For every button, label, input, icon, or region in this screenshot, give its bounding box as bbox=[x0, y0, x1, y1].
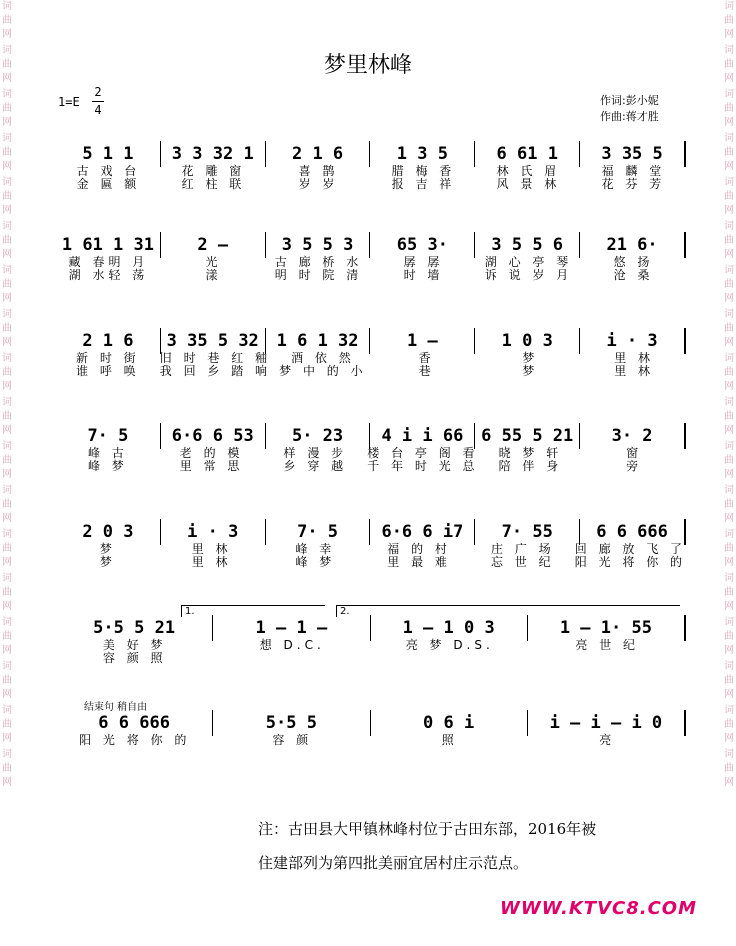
measure: 7· 5 bbox=[266, 519, 371, 545]
watermark-text: 词 曲 网 bbox=[724, 309, 734, 348]
lyric-cell: 旧 时 巷 红 釉 bbox=[159, 351, 272, 365]
lyric-cell: 容 颜 照 bbox=[102, 651, 167, 665]
notes-row bbox=[56, 617, 686, 639]
lyric-cell: 报 吉 祥 bbox=[391, 177, 456, 191]
lyric-cell: 里 林 bbox=[614, 351, 655, 365]
watermark-text: 词 曲 网 bbox=[724, 397, 734, 436]
lyrics-block bbox=[56, 543, 686, 571]
lyric-cell: 藏 春明 月 bbox=[68, 255, 149, 269]
lyric-cell: 梦 bbox=[522, 351, 539, 365]
watermark-text: 词 曲 网 bbox=[724, 45, 734, 84]
lyric-cell: 漾 bbox=[205, 268, 222, 282]
lyrics-verse-2 bbox=[56, 178, 686, 191]
measure: 1 – bbox=[370, 328, 475, 354]
notes-row bbox=[56, 143, 686, 165]
lyrics-block bbox=[56, 734, 686, 762]
lyric-cell: 梦 中 的 小 bbox=[279, 364, 367, 378]
watermark-text: 词 曲 网 bbox=[2, 529, 12, 568]
watermark-text: 词 曲 网 bbox=[724, 221, 734, 260]
lyric-cell: 风 景 林 bbox=[496, 177, 561, 191]
lyric-cell: 窗 bbox=[626, 446, 643, 460]
watermark-text: 词 曲 网 bbox=[2, 309, 12, 348]
watermark-text: 词 曲 网 bbox=[2, 485, 12, 524]
lyric-cell: 沧 桑 bbox=[613, 268, 654, 282]
watermark-text: 词 曲 网 bbox=[724, 177, 734, 216]
key-signature: 1=E bbox=[58, 95, 80, 109]
measure: 5· 23 bbox=[266, 423, 371, 449]
measure: 4 i i 66 bbox=[370, 423, 475, 449]
lyric-cell: 新 时 街 bbox=[76, 351, 140, 365]
lyric-cell: 晓 梦 轩 bbox=[498, 446, 563, 460]
lyric-cell: 想 D.C. bbox=[259, 638, 325, 652]
measure: 3 35 5 32 bbox=[161, 328, 266, 354]
measure: 21 6· bbox=[580, 232, 686, 258]
score-system bbox=[56, 606, 686, 667]
lyric-cell: 楼 台 亭 阁 看 bbox=[367, 446, 479, 460]
measure: 2 0 3 bbox=[56, 519, 161, 545]
measure: 2 1 6 bbox=[266, 141, 371, 167]
score-system bbox=[56, 702, 686, 762]
notes-row bbox=[56, 712, 686, 734]
lyric-cell: 红 柱 联 bbox=[181, 177, 246, 191]
watermark-text: 词 曲 网 bbox=[724, 441, 734, 480]
lyric-cell: 古 戏 台 bbox=[76, 164, 141, 178]
measure: 1 – 1 0 3 bbox=[371, 615, 528, 641]
lyric-cell bbox=[371, 652, 529, 665]
watermark-text: 词 曲 网 bbox=[724, 573, 734, 612]
lyric-cell: 巷 bbox=[418, 364, 435, 378]
watermark-text: 词 曲 网 bbox=[2, 705, 12, 744]
lyrics-verse-1 bbox=[56, 256, 686, 269]
measure: 5 1 1 bbox=[56, 141, 161, 167]
measure: 3 3 32 1 bbox=[161, 141, 266, 167]
lyrics-block bbox=[56, 352, 686, 380]
lyric-cell: 美 好 梦 bbox=[102, 638, 167, 652]
watermark-text: 词 曲 网 bbox=[724, 1, 734, 40]
lyric-cell: 梦 bbox=[522, 364, 539, 378]
measure: 7· 55 bbox=[475, 519, 580, 545]
watermark-text: 词 曲 网 bbox=[2, 221, 12, 260]
lyrics-verse-2 bbox=[56, 556, 686, 569]
lyric-cell: 酒 依 然 bbox=[291, 351, 355, 365]
lyric-cell: 腊 梅 香 bbox=[391, 164, 456, 178]
lyric-cell: 峰 梦 bbox=[295, 555, 336, 569]
lyrics-verse-1 bbox=[56, 165, 686, 178]
watermark-text: 词 曲 网 bbox=[2, 177, 12, 216]
watermark-right bbox=[722, 0, 736, 946]
lyric-cell: 明 时 院 清 bbox=[274, 268, 363, 282]
lyric-cell: 诉 说 岁 月 bbox=[484, 268, 573, 282]
score-system bbox=[56, 425, 686, 475]
measure: i – i – i 0 bbox=[528, 710, 686, 736]
watermark-text: 词 曲 网 bbox=[2, 353, 12, 392]
lyric-cell: 时 墙 bbox=[403, 268, 444, 282]
lyric-cell: 照 bbox=[441, 733, 458, 747]
volta-bracket: 2. bbox=[336, 605, 680, 617]
measure: 2 – bbox=[161, 232, 266, 258]
watermark-text: 词 曲 网 bbox=[724, 749, 734, 788]
lyric-cell: 亮 世 纪 bbox=[575, 638, 640, 652]
watermark-text: 词 曲 网 bbox=[2, 89, 12, 128]
credits bbox=[600, 93, 659, 125]
watermark-text: 词 曲 网 bbox=[724, 529, 734, 568]
lyric-cell: 林 氏 眉 bbox=[496, 164, 561, 178]
lyric-cell bbox=[214, 652, 372, 665]
watermark-text: 词 曲 网 bbox=[2, 661, 12, 700]
lyrics-verse-2 bbox=[56, 652, 686, 665]
watermark-text: 词 曲 网 bbox=[2, 573, 12, 612]
lyric-cell: 金 匾 额 bbox=[76, 177, 141, 191]
lyric-cell: 里 林 bbox=[191, 542, 232, 556]
watermark-text: 词 曲 网 bbox=[724, 485, 734, 524]
lyric-cell: 里 林 bbox=[614, 364, 655, 378]
watermark-text: 词 曲 网 bbox=[2, 441, 12, 480]
lyric-cell: 岁 岁 bbox=[298, 177, 339, 191]
lyrics-block bbox=[56, 165, 686, 193]
watermark-text: 词 曲 网 bbox=[724, 89, 734, 128]
lyric-cell: 旁 bbox=[626, 459, 643, 473]
watermark-text: 词 曲 网 bbox=[2, 617, 12, 656]
watermark-text: 词 曲 网 bbox=[2, 1, 12, 40]
footnote-line-2: 住建部列为第四批美丽宜居村庄示范点。 bbox=[258, 854, 529, 872]
lyric-cell: 喜 鹊 bbox=[298, 164, 339, 178]
lyric-cell: 回 廊 放 飞 了 bbox=[574, 542, 687, 556]
lyric-cell: 庄 广 场 bbox=[491, 542, 555, 556]
notes-row bbox=[56, 330, 686, 352]
measure: 1 0 3 bbox=[475, 328, 580, 354]
lyrics-block bbox=[56, 639, 686, 667]
lyrics-verse-2 bbox=[56, 365, 686, 378]
site-logo: WWW.KTVC8.COM bbox=[500, 898, 697, 919]
watermark-text: 词 曲 网 bbox=[724, 617, 734, 656]
notes-row bbox=[56, 521, 686, 543]
notes-row bbox=[56, 425, 686, 447]
measure: 1 – 1· 55 bbox=[528, 615, 686, 641]
lyric-cell: 老 的 模 bbox=[179, 446, 244, 460]
lyric-cell: 亮 bbox=[599, 733, 616, 747]
measure: 6·6 6 53 bbox=[161, 423, 266, 449]
watermark-text: 词 曲 网 bbox=[724, 661, 734, 700]
measure: i · 3 bbox=[161, 519, 266, 545]
measure: 1 6 1 32 bbox=[266, 328, 371, 354]
watermark-text: 词 曲 网 bbox=[724, 353, 734, 392]
lyrics-verse-2 bbox=[56, 269, 686, 282]
ending-phrase-label: 结束句 稍自由 bbox=[84, 702, 148, 713]
lyrics-block bbox=[56, 256, 686, 284]
measure: 6·6 6 i7 bbox=[370, 519, 475, 545]
measure: 7· 5 bbox=[56, 423, 161, 449]
lyric-cell: 悠 扬 bbox=[613, 255, 654, 269]
watermark-text: 词 曲 网 bbox=[2, 397, 12, 436]
lyric-cell: 里 最 难 bbox=[387, 555, 451, 569]
lyric-cell: 阳 光 将 你 的 bbox=[79, 733, 191, 747]
lyric-cell: 峰 古 bbox=[87, 446, 128, 460]
measure: 5·5 5 bbox=[213, 710, 370, 736]
measure: 2 1 6 bbox=[56, 328, 161, 354]
lyric-cell: 容 颜 bbox=[272, 733, 313, 747]
watermark-text: 词 曲 网 bbox=[724, 133, 734, 172]
composer-credit: 作曲:蒋才胜 bbox=[600, 110, 659, 123]
lyrics-verse-2 bbox=[56, 460, 686, 473]
score-system bbox=[56, 143, 686, 193]
watermark-text: 词 曲 网 bbox=[2, 749, 12, 788]
lyric-cell: 谁 呼 唤 bbox=[76, 364, 140, 378]
lyric-cell: 梦 bbox=[99, 542, 116, 556]
lyric-cell: 福 的 村 bbox=[387, 542, 451, 556]
measure: 6 6 666 bbox=[56, 710, 213, 736]
lyric-cell: 福 麟 堂 bbox=[601, 164, 666, 178]
lyric-cell: 峰 梦 bbox=[87, 459, 128, 473]
measure: 3 5 5 3 bbox=[266, 232, 371, 258]
measure: 1 – 1 – bbox=[213, 615, 370, 641]
lyric-cell: 峰 幸 bbox=[295, 542, 336, 556]
measure: 3 35 5 bbox=[580, 141, 686, 167]
watermark-text: 词 曲 网 bbox=[2, 265, 12, 304]
lyric-cell: 光 bbox=[205, 255, 222, 269]
lyric-cell: 里 林 bbox=[191, 555, 232, 569]
measure: i · 3 bbox=[580, 328, 686, 354]
measure: 1 61 1 31 bbox=[56, 232, 161, 258]
volta-bracket: 1. bbox=[181, 605, 325, 617]
lyric-cell: 里 常 思 bbox=[179, 459, 244, 473]
lyric-cell: 湖 水轻 荡 bbox=[68, 268, 149, 282]
lyric-cell: 样 漫 步 bbox=[283, 446, 348, 460]
lyricist-credit: 作词:彭小妮 bbox=[600, 94, 659, 107]
measure: 6 55 5 21 bbox=[475, 423, 580, 449]
lyric-cell: 我 回 乡 踏 响 bbox=[159, 364, 272, 378]
lyric-cell: 亮 梦 D.S. bbox=[405, 638, 494, 652]
lyric-cell: 花 雕 窗 bbox=[181, 164, 246, 178]
lyric-cell: 梦 bbox=[99, 555, 116, 569]
watermark-text: 词 曲 网 bbox=[724, 705, 734, 744]
measure: 5·5 5 21 bbox=[56, 615, 213, 641]
measure: 3 5 5 6 bbox=[475, 232, 580, 258]
score-system bbox=[56, 521, 686, 571]
score-system bbox=[56, 234, 686, 284]
lyric-cell: 阳 光 将 你 的 bbox=[574, 555, 687, 569]
watermark-text: 词 曲 网 bbox=[2, 133, 12, 172]
watermark-text: 词 曲 网 bbox=[2, 45, 12, 84]
song-title: 梦里林峰 bbox=[323, 53, 412, 78]
measure: 6 61 1 bbox=[475, 141, 580, 167]
watermark-text: 词 曲 网 bbox=[724, 265, 734, 304]
notes-row bbox=[56, 234, 686, 256]
lyric-cell: 乡 穿 越 bbox=[283, 459, 348, 473]
lyrics-block bbox=[56, 447, 686, 475]
footnote-line-1: 注：古田县大甲镇林峰村位于古田东部，2016年被 bbox=[258, 820, 597, 838]
measure: 6 6 666 bbox=[580, 519, 686, 545]
lyric-cell: 古 廊 桥 水 bbox=[274, 255, 363, 269]
lyrics-verse-1 bbox=[56, 352, 686, 365]
measure: 0 6 i bbox=[371, 710, 528, 736]
lyric-cell: 陪 伴 身 bbox=[498, 459, 563, 473]
measure: 3· 2 bbox=[580, 423, 686, 449]
lyric-cell bbox=[529, 652, 687, 665]
measure: 1 3 5 bbox=[370, 141, 475, 167]
lyric-cell: 孱 孱 bbox=[403, 255, 444, 269]
lyric-cell: 忘 世 纪 bbox=[491, 555, 555, 569]
score-system bbox=[56, 330, 686, 380]
measure: 65 3· bbox=[370, 232, 475, 258]
watermark-left bbox=[0, 0, 14, 946]
time-signature: 2 4 bbox=[92, 84, 104, 119]
lyric-cell: 湖 心 亭 琴 bbox=[484, 255, 573, 269]
lyrics-verse-1 bbox=[56, 734, 686, 747]
lyric-cell: 香 bbox=[418, 351, 435, 365]
lyric-cell: 花 芬 芳 bbox=[601, 177, 666, 191]
lyric-cell: 千 年 时 光 总 bbox=[367, 459, 479, 473]
